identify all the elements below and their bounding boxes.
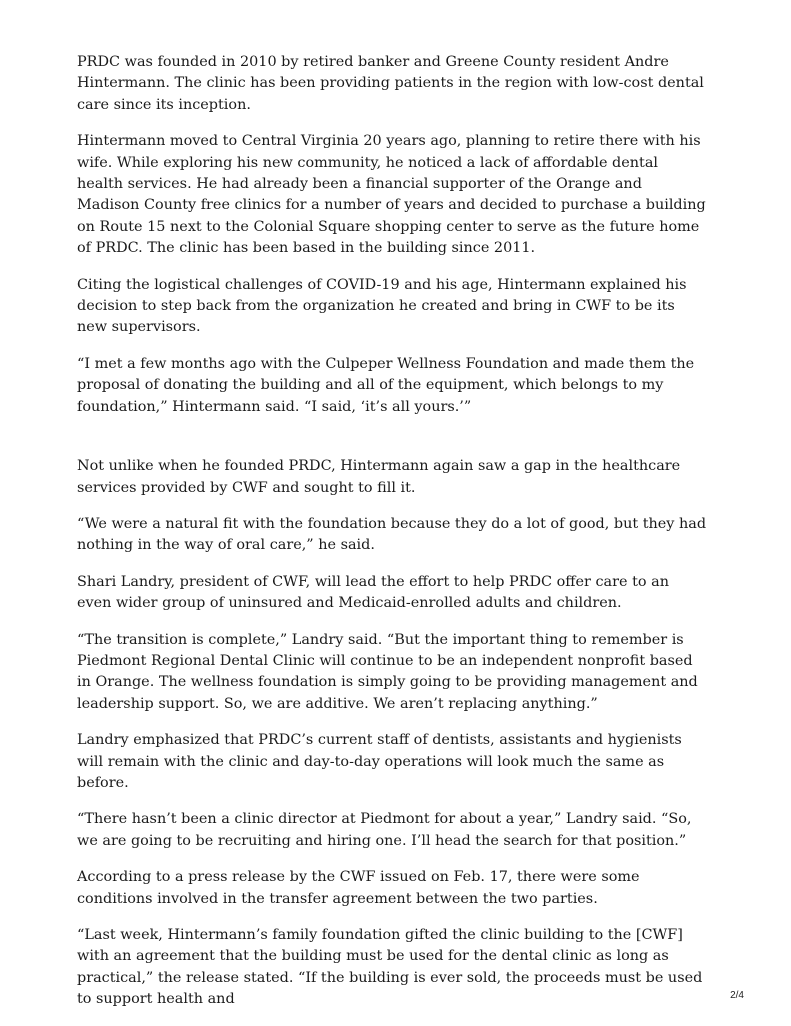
article-body: [77, 52, 707, 1026]
page-number: 2/4: [730, 990, 744, 1001]
article-paragraph: Hintermann moved to Central Virginia 20 years ago, planning to retire there with his wife. While exploring his new community, he noticed a lack of affordable dental health services. He had already been a financial supporter of the Orange and Madison County free clinics for a number of years and decided to purchase a building on Route 15 next to the Colonial Square shopping center to serve as the future home of PRDC. The clinic has been based in the building since 2011.: [77, 133, 706, 257]
article-paragraph: According to a press release by the CWF issued on Feb. 17, there were some conditions involved in the transfer agreement between the two parties.: [77, 869, 640, 907]
article-paragraph: “We were a natural fit with the foundation because they do a lot of good, but they had nothing in the way of oral care,” he said.: [77, 515, 707, 554]
article-paragraph: Landry emphasized that PRDC’s current staff of dentists, assistants and hygienists will remain with the clinic and day-to-day operations will look much the same as before.: [77, 732, 682, 791]
article-paragraph: “The transition is complete,” Landry said. “But the important thing to remember is Piedmont Regional Dental Clinic will continue to be an independent nonprofit based in Orange. The wellness foundation is simply going to be providing management and leadership support. So, we are additive. We aren’t replacing anything.”: [77, 631, 698, 712]
article-paragraph: “Last week, Hintermann’s family foundation gifted the clinic building to the [CWF] with an agreement that the building must be used for the dental clinic as long as practical,” the release stated. “If the building is ever sold, the proceeds must be used to support health and: [77, 927, 703, 1008]
article-paragraph: Not unlike when he founded PRDC, Hintermann again saw a gap in the healthcare services provided by CWF and sought to fill it.: [77, 458, 681, 496]
article-paragraph: PRDC was founded in 2010 by retired banker and Greene County resident Andre Hintermann. The clinic has been providing patients in the region with low-cost dental care since its inception.: [77, 54, 704, 113]
article-paragraph: “I met a few months ago with the Culpeper Wellness Foundation and made them the proposal of donating the building and all of the equipment, which belongs to my foundation,” Hintermann said. “I said, ‘it’s all yours.’”: [77, 355, 695, 415]
article-paragraph: Shari Landry, president of CWF, will lead the effort to help PRDC offer care to an even wider group of uninsured and Medicaid-enrolled adults and children.: [77, 573, 669, 612]
article-paragraph: “There hasn’t been a clinic director at Piedmont for about a year,” Landry said. “So, we are going to be recruiting and hiring one. I’ll head the search for that position.”: [77, 811, 692, 849]
article-paragraph: Citing the logistical challenges of COVID-19 and his age, Hintermann explained his decision to step back from the organization he created and bring in CWF to be its new supervisors.: [77, 276, 687, 336]
